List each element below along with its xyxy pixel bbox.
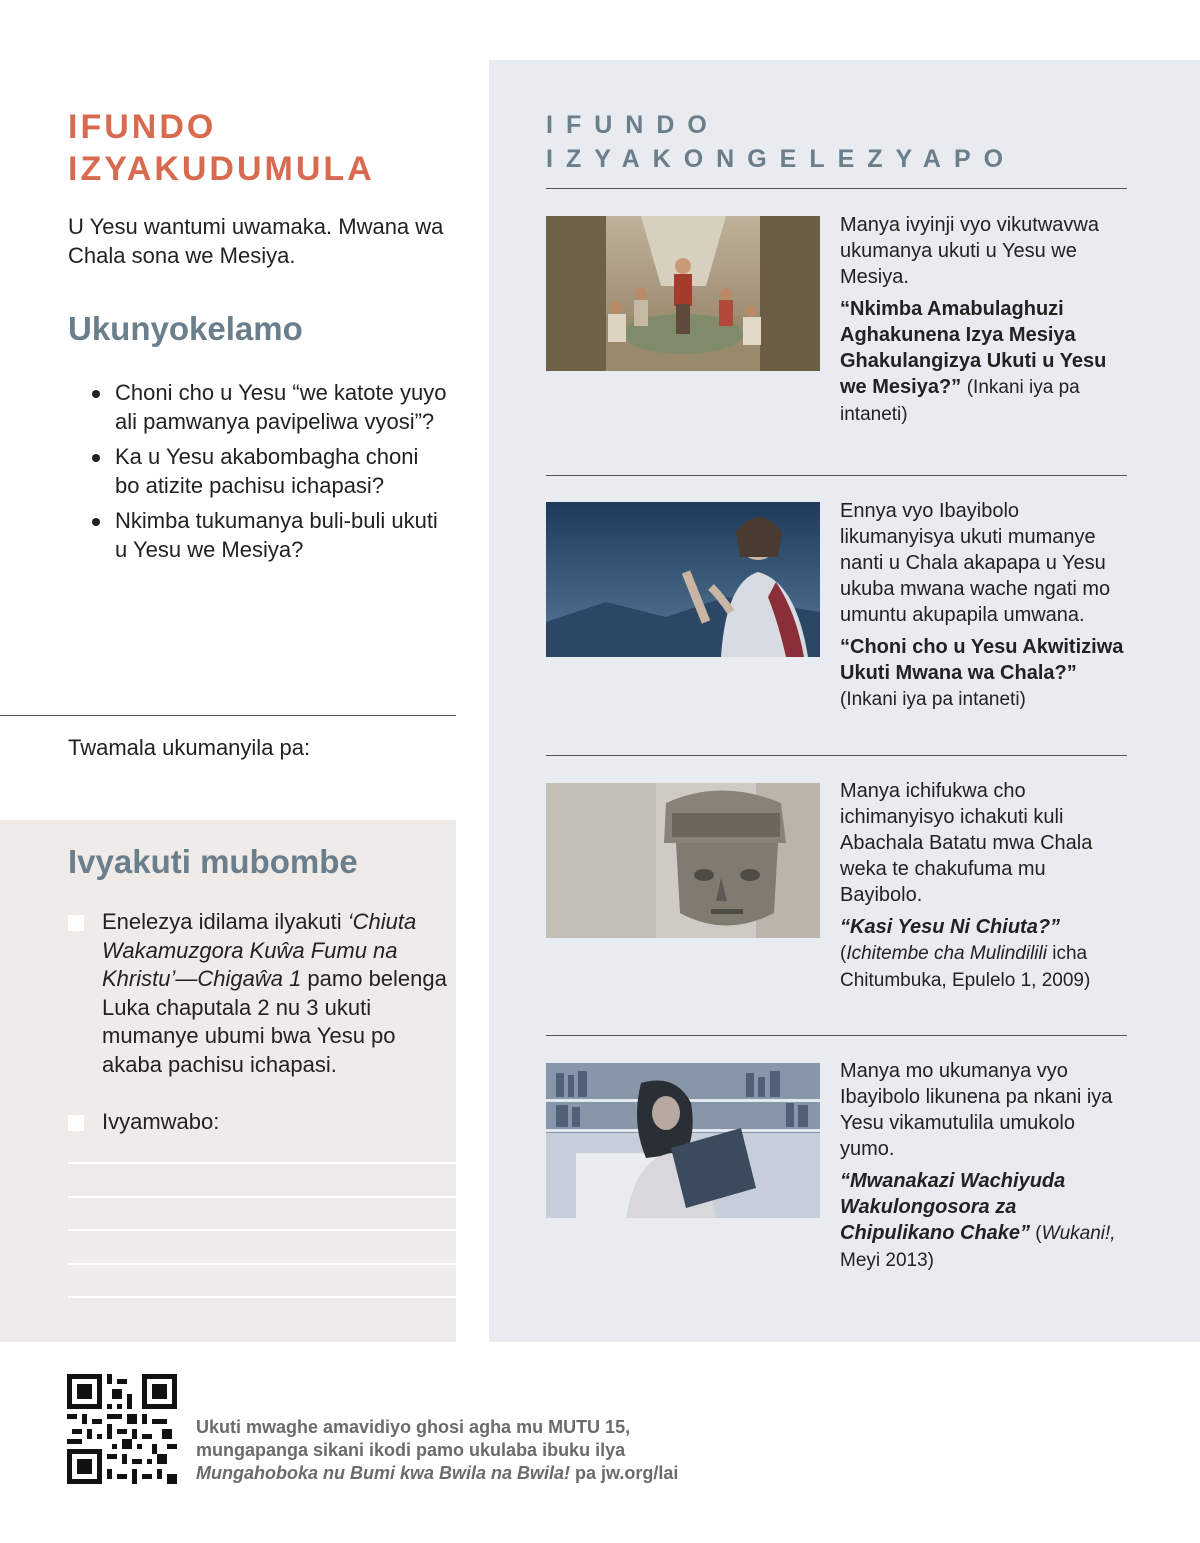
- resource-source: (Inkani iya pa intaneti): [840, 689, 1026, 710]
- write-line[interactable]: [68, 1229, 456, 1231]
- task-text: Enelezya idilama ilyakuti ‘Chiuta Wakamuzgora Kuŵa Fumu na Khristu’—Chigaŵa 1 pamo belenga Luka chaputala 2 nu 3 ukuti mumanye ubumi bwa Yesu po akaba pachisu ichapasi.: [102, 909, 447, 1077]
- footer-link[interactable]: pa jw.org/lai: [570, 1463, 679, 1483]
- review-question: Nkimba tukumanya buli-buli ukuti u Yesu we Mesiya?: [92, 506, 447, 564]
- write-line[interactable]: [68, 1196, 456, 1198]
- jesus-entering-jerusalem-image: [546, 216, 820, 371]
- video-title: ‘Chiuta Wakamuzgora Kuŵa Fumu na Khristu’—Chigaŵa 1: [102, 909, 417, 991]
- completed-date-label: Twamala ukumanyila pa:: [68, 735, 311, 760]
- book-title: Mungahoboka nu Bumi kwa Bwila na Bwila!: [196, 1463, 571, 1483]
- divider: [546, 755, 1127, 756]
- resource-link[interactable]: [840, 634, 1130, 713]
- resource-title[interactable]: “Nkimba Amabulaghuzi Aghakunena Izya Mesiya Ghakulangizya Ukuti u Yesu we Mesiya?”: [840, 298, 1107, 398]
- review-question: Choni cho u Yesu “we katote yuyo ali pamwanya pavipeliwa vyosi”?: [92, 378, 447, 436]
- resource-link[interactable]: [840, 914, 1130, 994]
- resource-source: (Inkani iya pa intaneti): [840, 377, 1080, 425]
- task-item-other: [68, 1108, 448, 1137]
- divider: [0, 715, 456, 716]
- divider: [546, 475, 1127, 476]
- divider: [546, 188, 1127, 189]
- resource-link[interactable]: [840, 1168, 1130, 1274]
- resource-source: (Wukani!, Meyi 2013): [840, 1223, 1116, 1271]
- resource-item: [840, 778, 1130, 1000]
- resource-description: Manya ivyinji vyo vikutwavwa ukumanya ukuti u Yesu we Mesiya.: [840, 214, 1099, 288]
- bullet-icon: [92, 390, 100, 398]
- resource-item: [840, 498, 1130, 719]
- trinity-sculpture-image: [546, 783, 820, 938]
- resource-source: (Ichitembe cha Mulindilili icha Chitumbuka, Epulelo 1, 2009): [840, 943, 1091, 991]
- further-study-title: [546, 108, 1016, 176]
- task-text: Ivyamwabo:: [102, 1109, 220, 1134]
- review-question-list: [92, 378, 447, 570]
- resource-link[interactable]: [840, 296, 1130, 428]
- lesson-title-line2: IZYAKUDUMULA: [68, 150, 375, 188]
- task-item-video: [68, 908, 448, 1079]
- bullet-icon: [92, 518, 100, 526]
- resource-item: [840, 212, 1130, 434]
- task-checkbox[interactable]: [68, 915, 84, 931]
- resource-title[interactable]: “Choni cho u Yesu Akwitiziwa Ukuti Mwana wa Chala?”: [840, 636, 1124, 684]
- further-study-title-line2: IZYAKONGELEZYAPO: [546, 145, 1017, 173]
- qr-code-icon[interactable]: [67, 1374, 177, 1484]
- write-line[interactable]: [68, 1162, 456, 1164]
- resource-description: Manya ichifukwa cho ichimanyisyo ichakuti kuli Abachala Batatu mwa Chala weka te chakufuma mu Bayibolo.: [840, 780, 1093, 906]
- write-line[interactable]: [68, 1296, 456, 1298]
- jesus-praying-image: [546, 502, 820, 657]
- review-heading: Ukunyokelamo: [68, 310, 303, 347]
- review-question: Ka u Yesu akabombagha choni bo atizite pachisu ichapasi?: [92, 442, 447, 500]
- lesson-title: [68, 106, 375, 190]
- write-line[interactable]: [68, 1263, 456, 1265]
- bullet-icon: [92, 454, 100, 462]
- divider: [546, 1035, 1127, 1036]
- task-checkbox[interactable]: [68, 1115, 84, 1131]
- lesson-title-line1: IFUNDO: [68, 108, 217, 146]
- resource-title[interactable]: “Mwanakazi Wachiyuda Wakulongosora za Chipulikano Chake”: [840, 1170, 1066, 1244]
- resource-description: Manya mo ukumanya vyo Ibayibolo likunena pa nkani iya Yesu vikamutulila umukolo yumo.: [840, 1060, 1113, 1160]
- task-heading: Ivyakuti mubombe: [68, 843, 358, 880]
- resource-description: Ennya vyo Ibayibolo likumanyisya ukuti mumanye nanti u Chala akapapa u Yesu ukuba mwana wache ngati mo umuntu akupapila umwana.: [840, 500, 1111, 626]
- resource-item: [840, 1058, 1130, 1280]
- woman-reading-image: [546, 1063, 820, 1218]
- resource-title[interactable]: “Kasi Yesu Ni Chiuta?”: [840, 916, 1061, 938]
- further-study-title-line1: IFUNDO: [546, 111, 720, 139]
- footer-note: Ukuti mwaghe amavidiyo ghosi agha mu MUTU 15, mungapanga sikani ikodi pamo ukulaba ibuku ilya Mungahoboka nu Bumi kwa Bwila na Bwila! pa jw.org/lai: [196, 1417, 679, 1483]
- lesson-intro: U Yesu wantumi uwamaka. Mwana wa Chala sona we Mesiya.: [68, 214, 444, 268]
